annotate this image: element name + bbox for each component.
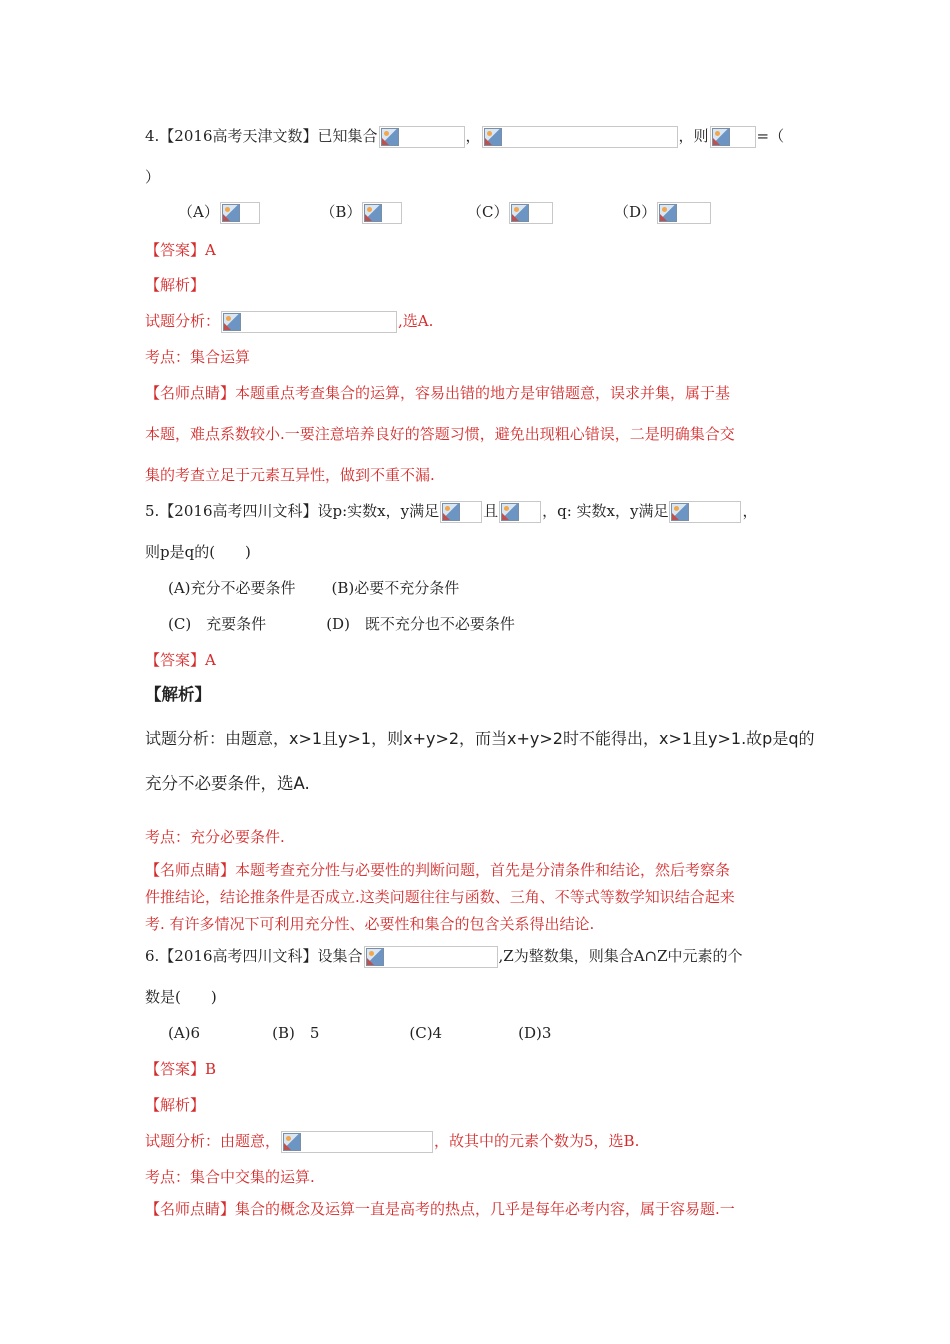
broken-image-icon — [484, 128, 502, 146]
q6-option-c: (C)4 — [409, 1024, 443, 1042]
q6-options — [168, 1022, 551, 1044]
q4-analysis-label: 【解析】 — [145, 276, 206, 294]
q5-options-ab — [168, 577, 459, 599]
q6-answer: 【答案】B — [145, 1060, 217, 1078]
formula-image — [220, 202, 260, 224]
q4-close: ） — [145, 168, 161, 186]
formula-image — [364, 946, 498, 968]
formula-image — [499, 501, 541, 523]
q4-analysis-suffix: ,选A. — [398, 312, 434, 330]
q6-suffix: ,Z为整数集，则集合A∩Z中元素的个 — [498, 947, 743, 965]
broken-image-icon — [442, 503, 460, 521]
q5-option-a: (A)充分不必要条件 — [168, 579, 296, 597]
q5-analysis-label: 【解析】 — [145, 685, 211, 704]
q4-stem — [145, 125, 784, 148]
broken-image-icon — [712, 128, 730, 146]
q4-then: ，则 — [678, 127, 709, 145]
broken-image-icon — [283, 1133, 301, 1151]
formula-image — [362, 202, 402, 224]
q6-analysis-suffix: ，故其中的元素个数为5，选B. — [434, 1132, 640, 1150]
q4-comment-2: 本题，难点系数较小.一要注意培养良好的答题习惯，避免出现粗心错误，二是明确集合交 — [145, 425, 735, 443]
q4-point: 考点：集合运算 — [145, 348, 251, 366]
q5-point: 考点：充分必要条件. — [145, 828, 285, 846]
q5-comma: ， — [742, 502, 758, 520]
formula-image — [509, 202, 553, 224]
q6-analysis-prefix: 试题分析：由题意， — [145, 1132, 281, 1150]
q4-prefix: 4.【2016高考天津文数】已知集合 — [145, 127, 378, 145]
q4-option-a: （A） — [178, 203, 219, 221]
formula-image — [440, 501, 482, 523]
q6-prefix: 6.【2016高考四川文科】设集合 — [145, 947, 363, 965]
q4-answer: 【答案】A — [145, 241, 216, 259]
q6-option-a: (A)6 — [168, 1024, 201, 1042]
q6-option-d: (D)3 — [518, 1024, 552, 1042]
q5-option-d: (D) 既不充分也不必要条件 — [326, 615, 515, 633]
formula-image — [482, 126, 678, 148]
formula-image — [281, 1131, 433, 1153]
q5-comment-3: 考. 有许多情况下可利用充分性、必要性和集合的包含关系得出结论. — [145, 915, 595, 933]
q4-option-d: （D） — [614, 203, 657, 221]
q5-comment-2: 件推结论，结论推条件是否成立.这类问题往往与函数、三角、不等式等数学知识结合起来 — [145, 888, 735, 906]
broken-image-icon — [366, 948, 384, 966]
q4-eq: =（ — [756, 127, 785, 145]
q5-analysis-2: 充分不必要条件，选A. — [145, 774, 310, 793]
q6-point: 考点：集合中交集的运算. — [145, 1168, 315, 1186]
q5-options-cd — [168, 613, 515, 635]
q4-analysis-prefix: 试题分析： — [145, 312, 221, 330]
q4-option-c: （C） — [467, 203, 509, 221]
q5-answer: 【答案】A — [145, 651, 216, 669]
formula-image — [221, 311, 397, 333]
q5-analysis-1: 试题分析：由题意，x>1且y>1，则x+y>2，而当x+y>2时不能得出，x>1且y>1.故p是q的 — [145, 729, 815, 748]
broken-image-icon — [501, 503, 519, 521]
q5-prefix: 5.【2016高考四川文科】设p:实数x，y满足 — [145, 502, 440, 520]
broken-image-icon — [671, 503, 689, 521]
q4-analysis — [145, 310, 433, 333]
q6-comment-1: 【名师点睛】集合的概念及运算一直是高考的热点，几乎是每年必考内容，属于容易题.一 — [145, 1200, 735, 1218]
q4-comment-3: 集的考查立足于元素互异性，做到不重不漏. — [145, 466, 435, 484]
q5-comment-1: 【名师点睛】本题考查充分性与必要性的判断问题，首先是分清条件和结论，然后考察条 — [145, 861, 731, 879]
q6-analysis-label: 【解析】 — [145, 1096, 206, 1114]
q6-line2: 数是( ) — [145, 988, 217, 1006]
formula-image — [379, 126, 465, 148]
broken-image-icon — [659, 204, 677, 222]
q5-stem — [145, 500, 757, 523]
broken-image-icon — [223, 313, 241, 331]
q5-line2: 则p是q的( ) — [145, 543, 251, 561]
q4-comment-1: 【名师点睛】本题重点考查集合的运算，容易出错的地方是审错题意，误求并集，属于基 — [145, 384, 731, 402]
broken-image-icon — [364, 204, 382, 222]
q6-analysis — [145, 1130, 639, 1153]
q5-option-c: (C) 充要条件 — [168, 615, 267, 633]
q4-option-b: （B） — [320, 203, 362, 221]
q5-and: 且 — [483, 502, 499, 520]
q5-q-part: ，q: 实数x，y满足 — [542, 502, 669, 520]
broken-image-icon — [381, 128, 399, 146]
formula-image — [669, 501, 741, 523]
broken-image-icon — [222, 204, 240, 222]
formula-image — [657, 202, 711, 224]
q4-options — [178, 201, 712, 224]
formula-image — [710, 126, 756, 148]
q6-stem — [145, 945, 743, 968]
broken-image-icon — [511, 204, 529, 222]
q5-option-b: (B)必要不充分条件 — [331, 579, 460, 597]
q6-option-b: (B) 5 — [272, 1024, 320, 1042]
q4-comma: ， — [465, 127, 481, 145]
